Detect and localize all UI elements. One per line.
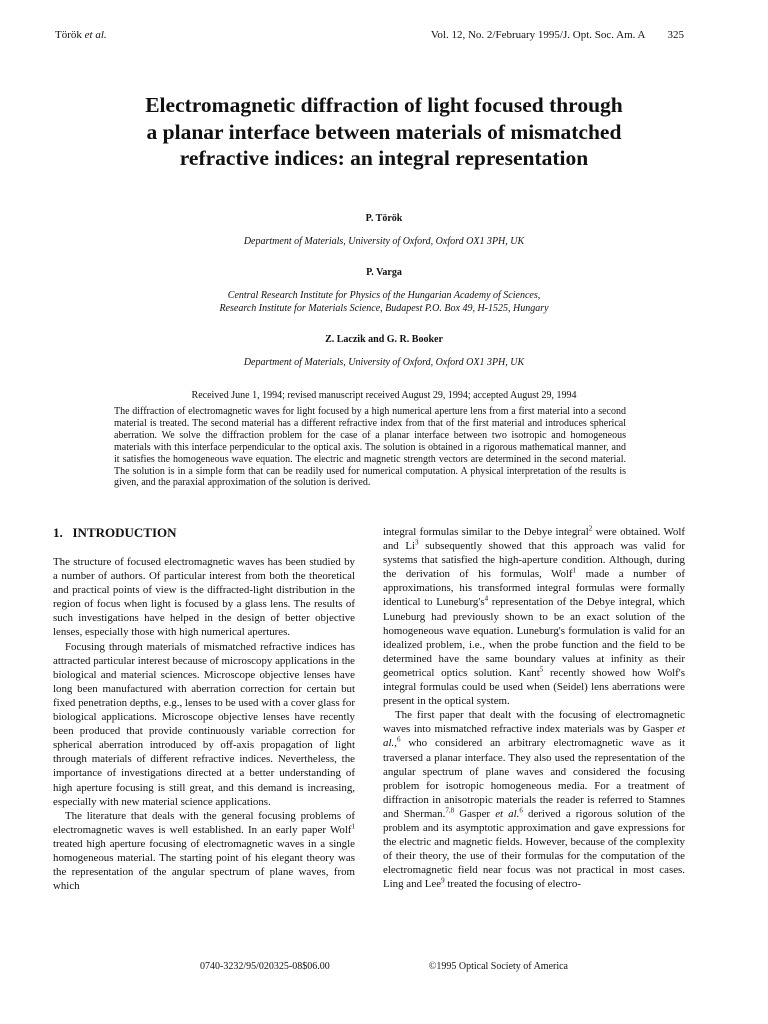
reference-superscript: 6: [396, 735, 401, 744]
page-number: 325: [667, 29, 684, 41]
running-head-authors: [55, 28, 107, 42]
paragraph: The structure of focused electromagnetic waves has been studied by a number of authors. Of particular interest from both the theoretical and practical points of view is the diffracted-light distribution in the region of focus when light is focused by a glass lens. The results of such investigations have helped in the design of better objective lenses, especially those with high numerical apertures.: [53, 556, 355, 639]
journal-citation: Vol. 12, No. 2/February 1995/J. Opt. Soc. Am. A: [430, 29, 646, 41]
title-line-3: refractive indices: an integral representation: [179, 146, 589, 170]
title-line-1: Electromagnetic diffraction of light focused through: [145, 93, 623, 117]
article-code: 0740-3232/95/020325-08$06.00: [200, 961, 330, 972]
running-head: [55, 28, 684, 42]
title-line-2: a planar interface between materials of mismatched: [146, 119, 622, 144]
paragraph-text: who considered an arbitrary electromagnetic wave as it traversed a planar interface. They also used the representation of the angular spectrum of plane waves and considered the focusing problem for isotropic homogeneous media. For a treatment of diffraction in anisotropic materials the reader is referred to Stamnes and Sherman.: [383, 737, 685, 820]
copyright-notice: ©1995 Optical Society of America: [428, 961, 568, 972]
running-head-etal: et al.: [84, 29, 107, 41]
page-footer: [200, 960, 568, 973]
paragraph-text: Gasper: [454, 807, 496, 820]
reference-superscript: 9: [441, 876, 445, 885]
paragraph-text: recently showed how Wolf's integral formulas could be used when (Seidel) lens aberrations were present in the optical system.: [383, 666, 686, 708]
etal-italic: et al.: [495, 807, 520, 820]
section-number: 1.: [53, 525, 63, 540]
reference-superscript: 5: [539, 665, 544, 674]
author-name: Z. Laczik and G. R. Booker: [325, 334, 443, 345]
reference-superscript: 7,8: [445, 806, 455, 815]
author-affiliation: Research Institute for Materials Science, Budapest P.O. Box 49, H-1525, Hungary: [219, 303, 549, 314]
reference-superscript: 1: [572, 566, 577, 575]
paragraph-text: treated high aperture focusing of electromagnetic waves in a single homogeneous material. The starting point of his elegant theory was the representation of the angular spectrum of plane waves, from which: [53, 837, 355, 893]
author-name: P. Varga: [366, 267, 402, 278]
reference-superscript: 6: [519, 806, 523, 815]
author-block-3: [60, 333, 708, 369]
paragraph-text: The first paper that dealt with the focusing of electromagnetic waves into mismatched refractive index materials was by Gasper: [383, 709, 685, 736]
etal-italic: et al.: [383, 723, 685, 750]
paragraph: [53, 809, 355, 894]
reference-superscript: 3: [415, 538, 419, 547]
author-block-1: [60, 212, 708, 248]
abstract: The diffraction of electromagnetic waves for light focused by a high numerical aperture lens from a first material into a second material is treated. The second material has a different refractive index from that of the first material and introduces spherical aberration. We solve the diffraction problem for the case of a planar interface between two isotropic and homogeneous materials with this interface perpendicular to the optical axis. The solution is obtained in a rigorous mathematical manner, and it satisfies the homogeneous wave equation. The electric and magnetic strength vectors are determined in the second material. The solution is in a simple form that can be readily used for numerical computation. A physical interpretation of the results is given, and the paraxial approximation of the solution is derived.: [114, 406, 626, 489]
paragraph-text: The literature that deals with the general focusing problems of electromagnetic waves is well established. In an early paper Wolf: [53, 809, 355, 836]
reference-superscript: 4: [484, 594, 489, 603]
paragraph: [383, 708, 685, 891]
author-block-2: [60, 266, 708, 315]
paragraph-text: made a number of approximations, his transformed integral formulas were formally identical to Luneburg's: [383, 568, 685, 609]
author-affiliation: Central Research Institute for Physics of the Hungarian Academy of Sciences,: [227, 290, 541, 301]
paragraph-text: ,: [394, 737, 397, 750]
paragraph-text: integral formulas similar to the Debye integral: [383, 526, 589, 538]
paragraph-text: derived a rigorous solution of the problem and its asymptotic approximation and gave expressions for the electric and magnetic fields. However, because of the complexity of their theory, the use of their formulas for the computation of the electromagnetic field near focus was not practical in most cases. Ling and Lee: [383, 807, 685, 891]
author-name: P. Török: [365, 213, 403, 224]
author-affiliation: Department of Materials, University of Oxford, Oxford OX1 3PH, UK: [243, 236, 525, 247]
paragraph-text: treated the focusing of electro-: [444, 878, 581, 891]
paragraph-text: representation of the Debye integral, which Luneburg had previously shown to be an exact solution of the homogeneous wave equation. Luneburg's formulation is valid for an idealized problem, i.e., when the probe function and the field to be determined have the same boundary values at infinity as their geometrical optics solution. Kant: [383, 596, 685, 679]
reference-superscript: 2: [588, 524, 593, 533]
running-head-author-name: Török: [55, 29, 85, 41]
reference-superscript: 1: [351, 822, 355, 831]
left-column: [53, 525, 355, 893]
paragraph: Focusing through materials of mismatched refractive indices has attracted particular interest because of microscopy applications in the biological and material sciences. Microscope objective lenses have long been manufactured with aberration correction for certain but fixed penetration depths, e.g., lenses to be used with a cover glass for biological applications. Microscope objective lenses have recently been produced that provide continuously variable correction for spherical aberration introduced by off-axis propagation of light through materials of different refractive indices. Nevertheless, the importance of investigations directed at a better understanding of high aperture focusing is still great, and this demand is increasing, especially with new material science applications.: [53, 640, 355, 808]
paragraph: [383, 525, 685, 708]
received-dates: Received June 1, 1994; revised manuscript received August 29, 1994; accepted August 29, 1994: [191, 390, 577, 401]
paragraph-text: were obtained. Wolf and Li: [383, 526, 685, 553]
running-head-right: [431, 28, 684, 42]
right-column: [383, 525, 685, 891]
paragraph-text: subsequently showed that this approach was valid for systems that satisfied the high-aperture condition. Although, during the derivation of his formulas, Wolf: [383, 540, 685, 581]
section-heading: [53, 525, 355, 541]
section-title: INTRODUCTION: [72, 525, 177, 540]
author-affiliation: Department of Materials, University of Oxford, Oxford OX1 3PH, UK: [243, 357, 525, 368]
paper-title: [60, 92, 708, 172]
